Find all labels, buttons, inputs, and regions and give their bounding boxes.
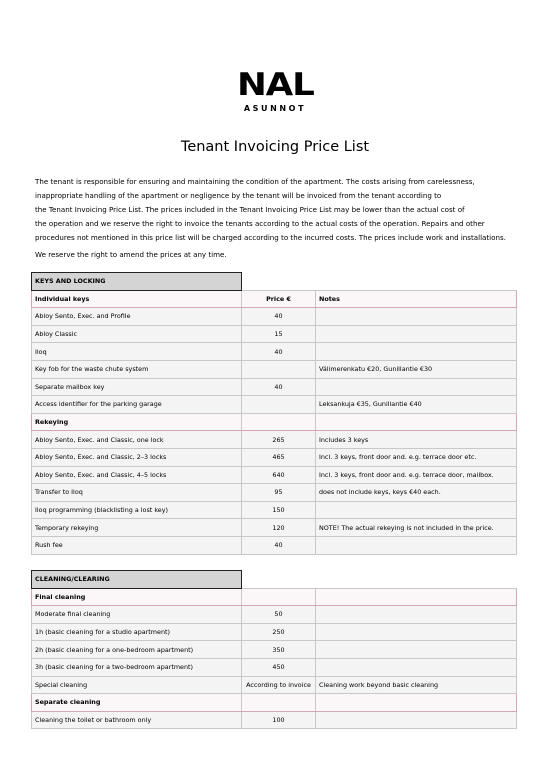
section-title: KEYS AND LOCKING bbox=[32, 273, 242, 291]
note-cell: Notes bbox=[316, 290, 517, 308]
note-cell bbox=[316, 536, 517, 554]
intro-line: the Tenant Invoicing Price List. The prices included in the Tenant Invoicing Price List may be lower than the actual cost of bbox=[35, 205, 465, 214]
intro-line: inappropriate handling of the apartment or negligence by the tenant will be invoiced from the tenant according to bbox=[35, 191, 442, 200]
item-cell: Abloy Sento, Exec. and Classic, one lock bbox=[32, 431, 242, 449]
intro-line: the operation and we reserve the right to invoice the tenants according to the actual costs of the operation. Repairs and other bbox=[35, 219, 485, 228]
item-cell: 2h (basic cleaning for a one-bedroom apartment) bbox=[32, 641, 242, 659]
price-cell: 640 bbox=[242, 466, 316, 484]
price-table-keys-and-locking bbox=[31, 272, 517, 555]
note-cell bbox=[316, 588, 517, 606]
table-row bbox=[32, 623, 517, 641]
item-cell: Abloy Classic bbox=[32, 325, 242, 343]
table-row bbox=[32, 378, 517, 396]
logo-subtitle: ASUNNOT bbox=[243, 104, 307, 113]
note-cell bbox=[316, 641, 517, 659]
price-cell: 40 bbox=[242, 308, 316, 326]
price-cell: 15 bbox=[242, 325, 316, 343]
table-row bbox=[32, 396, 517, 414]
price-cell bbox=[242, 396, 316, 414]
intro-line: procedures not mentioned in this price list will be charged according to the incurred costs. The prices include work and installations. bbox=[35, 233, 506, 242]
price-cell: 50 bbox=[242, 606, 316, 624]
item-cell: Abloy Sento, Exec. and Classic, 4–5 locks bbox=[32, 466, 242, 484]
item-cell: 1h (basic cleaning for a studio apartment) bbox=[32, 623, 242, 641]
logo-wordmark: NAL bbox=[236, 67, 314, 103]
table-row bbox=[32, 343, 517, 361]
price-cell: 465 bbox=[242, 448, 316, 466]
note-cell bbox=[316, 378, 517, 396]
table-row bbox=[32, 658, 517, 676]
section-header bbox=[32, 273, 517, 291]
intro-text bbox=[35, 175, 515, 262]
subheader-row bbox=[32, 694, 517, 712]
table-row bbox=[32, 308, 517, 326]
table-row bbox=[32, 606, 517, 624]
price-cell: 350 bbox=[242, 641, 316, 659]
note-cell bbox=[316, 694, 517, 712]
item-cell: Special cleaning bbox=[32, 676, 242, 694]
subheader-row bbox=[32, 588, 517, 606]
note-cell: does not include keys, keys €40 each. bbox=[316, 484, 517, 502]
price-cell: According to invoice bbox=[242, 676, 316, 694]
note-cell: NOTE! The actual rekeying is not included in the price. bbox=[316, 519, 517, 537]
price-cell: 40 bbox=[242, 343, 316, 361]
item-cell: Abloy Sento, Exec. and Classic, 2–3 locks bbox=[32, 448, 242, 466]
section-title: CLEANING/CLEARING bbox=[32, 571, 242, 589]
note-cell bbox=[316, 623, 517, 641]
item-cell: 3h (basic cleaning for a two-bedroom apartment) bbox=[32, 658, 242, 676]
table-row bbox=[32, 519, 517, 537]
price-cell bbox=[242, 694, 316, 712]
table-row bbox=[32, 536, 517, 554]
company-logo bbox=[0, 68, 550, 115]
price-cell bbox=[242, 588, 316, 606]
subheader-row bbox=[32, 290, 517, 308]
item-cell: Individual keys bbox=[32, 290, 242, 308]
note-cell bbox=[316, 308, 517, 326]
item-cell: Key fob for the waste chute system bbox=[32, 360, 242, 378]
table-row bbox=[32, 641, 517, 659]
price-cell: 120 bbox=[242, 519, 316, 537]
note-cell bbox=[316, 606, 517, 624]
note-cell: Cleaning work beyond basic cleaning bbox=[316, 676, 517, 694]
price-cell bbox=[242, 413, 316, 431]
item-cell: Temporary rekeying bbox=[32, 519, 242, 537]
price-cell: 100 bbox=[242, 711, 316, 729]
item-cell: Separate mailbox key bbox=[32, 378, 242, 396]
price-cell: 95 bbox=[242, 484, 316, 502]
table-row bbox=[32, 501, 517, 519]
note-cell: Välimerenkatu €20, Gunillantie €30 bbox=[316, 360, 517, 378]
note-cell bbox=[316, 343, 517, 361]
price-table-cleaning-clearing bbox=[31, 570, 517, 729]
note-cell: Leksankuja €35, Gunillantie €40 bbox=[316, 396, 517, 414]
subheader-row bbox=[32, 413, 517, 431]
note-cell: Incl. 3 keys, front door and. e.g. terrace door, mailbox. bbox=[316, 466, 517, 484]
table-row bbox=[32, 711, 517, 729]
table-row bbox=[32, 484, 517, 502]
item-cell: Final cleaning bbox=[32, 588, 242, 606]
item-cell: Iloq programming (blacklisting a lost key) bbox=[32, 501, 242, 519]
price-cell bbox=[242, 360, 316, 378]
item-cell: Moderate final cleaning bbox=[32, 606, 242, 624]
note-cell bbox=[316, 711, 517, 729]
table-row bbox=[32, 431, 517, 449]
item-cell: Transfer to Iloq bbox=[32, 484, 242, 502]
price-cell: 450 bbox=[242, 658, 316, 676]
table-row bbox=[32, 466, 517, 484]
item-cell: Cleaning the toilet or bathroom only bbox=[32, 711, 242, 729]
table-row bbox=[32, 325, 517, 343]
section-header bbox=[32, 571, 517, 589]
item-cell: Rekeying bbox=[32, 413, 242, 431]
table-row bbox=[32, 448, 517, 466]
price-cell: Price € bbox=[242, 290, 316, 308]
table-row bbox=[32, 676, 517, 694]
page-title: Tenant Invoicing Price List bbox=[180, 139, 370, 155]
price-cell: 40 bbox=[242, 536, 316, 554]
note-cell bbox=[316, 325, 517, 343]
note-cell: Incl. 3 keys, front door and. e.g. terrace door etc. bbox=[316, 448, 517, 466]
item-cell: Separate cleaning bbox=[32, 694, 242, 712]
intro-line: We reserve the right to amend the prices at any time. bbox=[35, 250, 227, 259]
item-cell: Access identifier for the parking garage bbox=[32, 396, 242, 414]
price-cell: 250 bbox=[242, 623, 316, 641]
item-cell: Iloq bbox=[32, 343, 242, 361]
price-cell: 40 bbox=[242, 378, 316, 396]
note-cell bbox=[316, 501, 517, 519]
item-cell: Abloy Sento, Exec. and Profile bbox=[32, 308, 242, 326]
note-cell: Includes 3 keys bbox=[316, 431, 517, 449]
note-cell bbox=[316, 658, 517, 676]
table-row bbox=[32, 360, 517, 378]
price-cell: 150 bbox=[242, 501, 316, 519]
intro-line: The tenant is responsible for ensuring and maintaining the condition of the apartment. The costs arising from carelessness, bbox=[35, 177, 475, 186]
note-cell bbox=[316, 413, 517, 431]
price-cell: 265 bbox=[242, 431, 316, 449]
item-cell: Rush fee bbox=[32, 536, 242, 554]
